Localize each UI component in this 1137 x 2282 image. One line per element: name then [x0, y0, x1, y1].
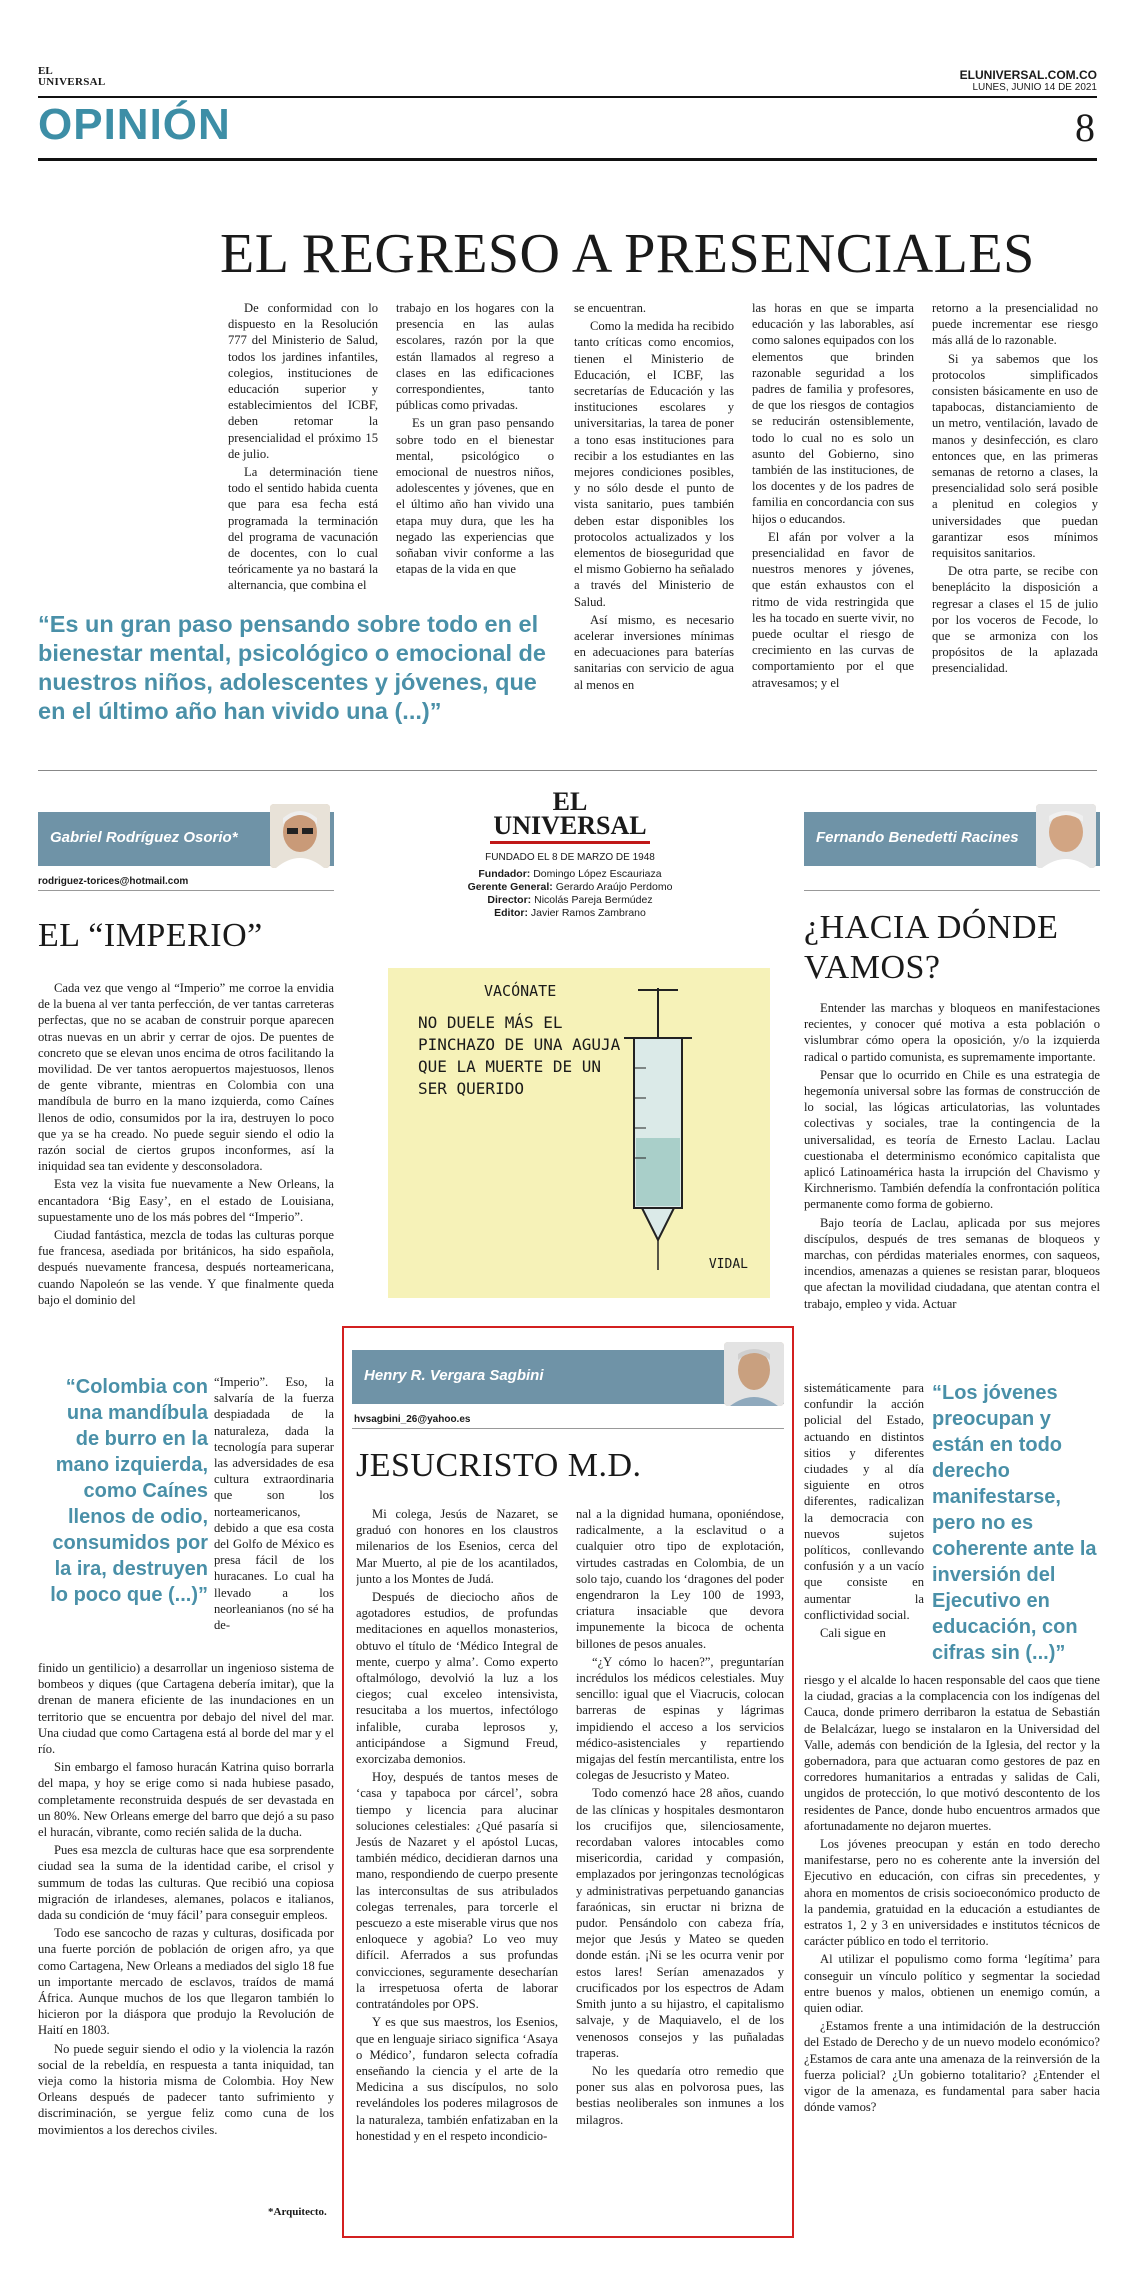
paragraph: De conformidad con lo dispuesto en la Resolución 777 del Ministerio de Salud, todos los jardines infantiles, colegios, instituciones de educación superior y establecimientos del ICBF, deben retomar la presencialidad el próximo 15 de julio.: [228, 301, 378, 461]
editorial-col-1: [228, 300, 378, 612]
paragraph: Y es que sus maestros, los Esenios, que en lenguaje siriaco significa ‘Asaya o Médico’, fundaron selecta cofradía enseñando la ciencia y el arte de la Medicina a sus discípulos, no solo revelándoles los poderes milagrosos de la naturaleza, también enfatizaban en la honestidad y en el respeto incondicio-: [356, 2015, 558, 2143]
paragraph: Si ya sabemos que los protocolos simplificados consisten básicamente en uso de tapabocas, distanciamiento de un metro, ventilación, lavado de manos y desinfección, es claro entonces que, en las primeras semanas de retorno a clases, la presencialidad solo será posible a plenitud en colegios y universidades que puedan garantizar esos mínimos requisitos sanitarios.: [932, 351, 1098, 561]
editorial-col-4: [752, 300, 914, 805]
paragraph: las horas en que se imparta educación y las laborables, así como salones equipados con los elementos que brinden razonable seguridad a los padres de familia y profesores, de que los riesgos de contagios se reducirán ostensiblemente, todo lo cual no es solo un asunto del Gobierno, sino también de las instituciones, de los docentes y de los padres de familia en concordancia con sus hijos o educandos.: [752, 301, 914, 526]
staff-line: [420, 881, 720, 894]
syringe-drawing: [598, 978, 718, 1278]
section-rule: [38, 158, 1097, 161]
paragraph: Cali sigue en: [820, 1626, 886, 1641]
staff-role: Gerente General:: [467, 881, 553, 893]
editorial-title: EL REGRESO A PRESENCIALES: [220, 223, 1035, 285]
author-bar-left: [38, 812, 334, 866]
editorial-pull-quote: “Es un gran paso pensando sobre todo en el bienestar mental, psicológico o emocional de nuestros niños, adolescentes y jóvenes, que en el último año han vivido una (...)”: [38, 611, 546, 724]
section-title: OPINIÓN: [38, 100, 231, 149]
paragraph: nal a la dignidad humana, oponiéndose, radicalmente, a la esclavitud o a cualquier otro tipo de explotación, virtudes castradas en Colombia, de un solo tajo, cuando los ‘dragones del poder engendraron la Ley 100 de 1993, criatura insaciable que devora impunemente la bicoca de ochenta billones de pesos anuales.: [576, 1507, 784, 1651]
center-col-1: [356, 1506, 558, 2226]
masthead-logo: [38, 66, 118, 88]
right-col-body-bottom: [804, 1672, 1100, 2232]
staff-name: Gerardo Araújo Perdomo: [555, 881, 673, 893]
paragraph: El afán por volver a la presencialidad en favor de nuestros menores y jóvenes, que están exhaustos con el ritmo de vida restringida que les ha tocado en suerte vivir, no puede ocultar el riesgo de crecimiento en las curvas de comportamiento por el que atravesamos; y el: [752, 529, 914, 690]
staff-logo-line2: UNIVERSAL: [490, 814, 650, 844]
staff-list: [420, 868, 720, 920]
cartoon-signature: VIDAL: [708, 1257, 748, 1272]
staff-logo-line1: EL: [552, 787, 588, 816]
paragraph: De otra parte, se recibe con beneplácito la disposición a regresar a clases el 15 de julio por los voceros de Fecode, lo que se armoniza con los propósitos de la aplazada presencialidad.: [932, 564, 1098, 676]
paragraph: Así mismo, es necesario acelerar inversiones mínimas en adecuaciones para baterías sanitarias con servicio de agua al menos en: [574, 612, 734, 692]
paragraph: Al utilizar el populismo como forma ‘legítima’ para conseguir un vínculo político y segmentar la sociedad entre buenos y malos, obtienen un enemigo común, a quien odiar.: [804, 1952, 1100, 2016]
author-name: Fernando Benedetti Racines: [816, 829, 1019, 846]
left-col-body-narrow: [214, 1374, 334, 1656]
author-name: Gabriel Rodríguez Osorio*: [50, 829, 238, 846]
paragraph: No puede seguir siendo el odio y la violencia la razón social de la rebeldía, en respuesta a tanta iniquidad, tan vieja como la historia misma de Colombia. Hoy New Orleans después de padecer tanto sufrimiento y discriminación, se yergue feliz como cuna de los movimientos a los derechos civiles.: [38, 2041, 334, 2137]
right-col-body-narrow: [804, 1380, 924, 1670]
right-pull-quote: “Los jóvenes preocupan y están en todo derecho manifestarse, pero no es coherente ante la inversión del Ejecutivo en educación, con cifras sin (...)”: [932, 1382, 1097, 1664]
author-bar-center: [352, 1350, 784, 1404]
staff-line: [420, 907, 720, 920]
author-email[interactable]: hvsagbini_26@yahoo.es: [354, 1414, 471, 1425]
issue-date: LUNES, JUNIO 14 DE 2021: [972, 82, 1097, 93]
editorial-col-5: [932, 300, 1098, 805]
divider: [804, 890, 1100, 891]
paragraph: Esta vez la visita fue nuevamente a New Orleans, la encantadora ‘Big Easy’, en el estado de Louisiana, supuestamente uno de los más pobres del “Imperio”.: [38, 1177, 334, 1224]
author-photo: [270, 804, 330, 868]
paragraph: No les quedaría otro remedio que poner sus alas en polvorosa pues, las bestias neoliberales son inmunes a los milagros.: [576, 2063, 784, 2127]
staff-logo: [490, 787, 650, 844]
paragraph: Mi colega, Jesús de Nazaret, se graduó con honores en los claustros milenarios de los Esenios, cerca del Mar Muerto, al pie de los acantilados, junto a los Montes de Judá.: [356, 1507, 558, 1586]
article-title: ¿HACIA DÓNDE VAMOS?: [804, 909, 1059, 986]
author-photo: [724, 1342, 784, 1406]
author-bar-right: [804, 812, 1100, 866]
paragraph: Todo comenzó hace 28 años, cuando de las clínicas y hospitales desmontaron los crucifijos que, silenciosamente, recordaban valores intocables como misericordia, caridad y compasión, emplazados por jeringonzas tecnológicas y administrativas perpetuando ganancias faraónicas, sin eructar ni brizna de pudor. Pensándolo con cabeza fría, mejor que Jesús y Mateo se queden donde están. ¡Ni se les ocurra venir por estos lares! Serían amenazados y crucificados por los espectros de Adam Smith junto a su hijastro, el capitalismo salvaje, y de Maquiavelo, el de los venenosos consejos y las puñaladas traperas.: [576, 1786, 784, 2060]
paragraph: Ciudad fantástica, mezcla de todas las culturas porque fue francesa, asediada por británicos, ha sido española, después nuevamente francesa, después norteamericana, cuando Napoleón se las vende. Y que finalmente queda bajo el dominio del: [38, 1228, 334, 1307]
divider: [38, 890, 334, 891]
editorial-bottom-rule: [38, 770, 1097, 771]
author-name: Henry R. Vergara Sagbini: [364, 1367, 544, 1384]
paragraph: Sin embargo el famoso huracán Katrina quiso borrarla del mapa, y hoy se erige como si nada hubiese pasado, completamente reconstruida después de ser devastada en un 80%. New Orleans emerge del barro que dejó a su paso el huracán, vibrante, como recién salida de la ducha.: [38, 1760, 334, 1840]
paragraph: finido un gentilicio) a desarrollar un ingenioso sistema de bombeos y diques (que Cartagena debería imitar), que la drenan de manera eficiente de las inundaciones en un territorio que se encuentra por debajo del nivel del mar. Una ciudad que como Cartagena está al borde del mar y el río.: [38, 1661, 334, 1757]
right-col-body-top: [804, 1000, 1100, 1380]
paragraph: trabajo en los hogares con la presencia en las aulas escolares, razón por la que están llamados al regreso a clases en las edificaciones correspondientes, tanto públicas como privadas.: [396, 301, 554, 413]
cartoon: [388, 968, 770, 1298]
staff-role: Director:: [487, 894, 532, 906]
author-email[interactable]: rodriguez-torices@hotmail.com: [38, 876, 189, 887]
paragraph: “Imperio”. Eso, la salvaría de la fuerza despiadada de la naturaleza, dada la tecnología para superar las adversidades de esa cultura extraordinaria que son los norteamericanos, debido a que esa costa del Golfo de México es presa fácil de los huracanes. Lo cual ha llevado a los neorleanianos (no sé ha de-: [214, 1375, 334, 1633]
paragraph: Es un gran paso pensando sobre todo en el bienestar mental, psicológico o emocional de nuestros niños, adolescentes y jóvenes, que en el último año han vivido una etapa muy dura, que les ha negado las experiencias que soñaban vivir conforme a las etapas de la vida en que: [396, 416, 554, 577]
paragraph: Cada vez que vengo al “Imperio” me corroe la envidia de la buena al ver tanta perfección, de ver tantas carreteras perfectas, que no se acaban de construir porque aparecen otras nuevas en un abrir y cerrar de ojos. De puentes de concreto que se elevan unos encima de otros facilitando la movilidad. De ver tantos aeropuertos majestuosos, llenos de gente vibrante, mientras en Colombia con una mandíbula de burro en la mano izquierda, como Caínes llenos de odio, consumidos por la ira, destruyen lo poco que ya se ha creado. No puede seguir siendo el odio la razón social de ciertos grupos inconformes, así la iniquidad sea tan evidente y desconsoladora.: [38, 981, 334, 1174]
author-photo: [1036, 804, 1096, 868]
paragraph: Después de dieciocho años de agotadores estudios, de profundas meditaciones en aquellos monasterios, obtuvo el título de ‘Médico Integral de mente, cuerpo y alma’. Como experto oftalmólogo, devolvió la luz a los ciegos; cual exceleo intensivista, resucitaba a los muertos, infectólogo infalible, curaba leprosos y, anticipándose a Sigmund Freud, exorcizaba demonios.: [356, 1590, 558, 1767]
editorial-col-2: [396, 300, 554, 600]
article-title: EL “IMPERIO”: [38, 917, 263, 954]
masthead-logo-line1: EL: [38, 65, 53, 77]
staff-role: Fundador:: [478, 868, 531, 880]
paragraph: “¿Y cómo lo hacen?”, preguntarían incrédulos los médicos celestiales. Muy sencillo: igual que el Viacrucis, colocan barreras de espinas y lágrimas impidiendo el acceso a los servicios médico-asistenciales y repartiendo migajas del festín mercantilista, entre los colegas de Jesucristo y Mateo.: [576, 1654, 784, 1783]
paragraph: Pues esa mezcla de culturas hace que esa sorprendente ciudad sea la suma de la identidad caribe, el crisol y summum de todas las culturas. Que recibió una copiosa migración de irlandeses, alemanes, polacos e italianos, dada su condición de ‘muy fácil’ para conseguir empleos.: [38, 1843, 334, 1923]
paragraph: ¿Estamos frente a una intimidación de la destrucción del Estado de Derecho y de un nuevo modelo económico? ¿Estamos de cara ante una amenaza de la reinversión de la fuerza policial? ¿Un gobierno totalitario? ¿Entender el vigor de la amenaza, es fundamental para saber hacia dónde vamos?: [804, 2019, 1100, 2115]
paragraph: sistemáticamente para confundir la acción policial del Estado, actuando en distintos sitios y diferentes ciudades y al día siguiente en otros diferentes, radicalizan la democracia con nuevos sujetos políticos, conllevando confusión y a un vacío que consiste en aumentar la conflictividad social.: [804, 1381, 924, 1622]
divider: [352, 1428, 784, 1429]
paragraph: se encuentran.: [574, 301, 647, 315]
paragraph: retorno a la presencialidad no puede incrementar ese riesgo más allá de lo razonable.: [932, 301, 1098, 348]
paragraph: Todo ese sancocho de razas y culturas, dosificada por una fuerte porción de población de origen afro, ya que como Cartagena, New Orleans a mediados del siglo 18 fue un importante mercado de esclavos, traídos de mamá África. Aunque muchos de los que llegaron también lo hicieron por la diáspora que produjo la Revolución de Haití en 1803.: [38, 1926, 334, 2038]
site-url: ELUNIVERSAL.COM.CO: [959, 68, 1097, 82]
staff-line: [420, 868, 720, 881]
footnote: *Arquitecto.: [268, 2206, 327, 2218]
left-pull-quote: “Colombia con una mandíbula de burro en la mano izquierda, como Caínes llenos de odio, consumidos por la ira, destruyen lo poco que (...)”: [50, 1376, 208, 1606]
paragraph: Entender las marchas y bloqueos en manifestaciones recientes, y conocer qué motiva a esta población o vislumbrar cómo opera la oposición, y/o la izquierda radical o partido comunista, es supremamente importante.: [804, 1001, 1100, 1064]
paragraph: Pensar que lo ocurrido en Chile es una estrategia de hegemonía universal sobre las formas de construcción de lo social, las lógicas articulatorias, las voluntades colectivas y sociales, trae la contingencia de la universalidad, es teoría de Ernesto Laclau. Laclau cuestionaba el determinismo económico capitalista que aplicó Latinoamérica hasta la irrupción del Chavismo y Kirchnerismo. También defendía la confrontación política permanente como forma de gobierno.: [804, 1067, 1100, 1212]
page-number: 8: [1075, 105, 1095, 150]
cartoon-caption: VACÓNATE: [484, 982, 557, 1000]
paragraph: Los jóvenes preocupan y están en todo derecho manifestarse, pero no es coherente ante la inversión del Ejecutivo en educación, con cifras sin precedentes, y ahora en momentos de crisis socioeconómico producto de la pandemia, gratuidad en la educación a estudiantes de estratos 1, 2 y 3 en universidades e institutos técnicos de carácter público en todo el territorio.: [804, 1837, 1100, 1949]
paragraph: Hoy, después de tantos meses de ‘casa y tapaboca por cárcel’, sobra tiempo y licencia para alucinar soluciones celestiales: ¿Qué pasaría si Jesús de Nazaret y el apóstol Lucas, también médico, decidieran darnos una mano, respondiendo de cuerpo presente las interconsultas de sus atribulados colegas terrenales, para torcerle el pescuezo a este miserable virus que nos enloquece y agobia? Lo veo muy difícil. Aferrados a sus profundas convicciones, seguramente desecharían la irrespetuosa oferta de laborar contratándoles por OPS.: [356, 1770, 558, 2012]
paragraph: La determinación tiene todo el sentido habida cuenta que para esa fecha está programada la terminación del programa de vacunación de docentes, con lo cual teóricamente ya no bastará la alternancia, que combina el: [228, 465, 378, 593]
cartoon-text: NO DUELE MÁS EL PINCHAZO DE UNA AGUJA QUE LA MUERTE DE UN SER QUERIDO: [418, 1013, 621, 1098]
paragraph: riesgo y el alcalde lo hacen responsable del caos que tiene la ciudad, gracias a la complacencia con los indígenas del Cauca, donde primero derribaron la estatua de Sebastián de Belalcázar, luego se instalaron en la Universidad del Valle, además con bendición de la Iglesia, del rector y la gobernadora, para que actuaran como gestores de paz en corredores humanitarios a entradas y salidas de Cali, ungidos de protección, lo que motivó descontento de los residentes de Pance, donde hubo encuentros armados que afortunadamente no dejaron muertes.: [804, 1673, 1100, 1833]
staff-line: [420, 894, 720, 907]
editorial-col-3: [574, 300, 734, 805]
article-title: JESUCRISTO M.D.: [356, 1447, 642, 1484]
masthead-rule: [38, 96, 1097, 98]
center-col-2: [576, 1506, 784, 2226]
left-col-body-bottom: [38, 1660, 334, 2220]
staff-role: Editor:: [494, 907, 528, 919]
left-col-body-top: [38, 980, 334, 1365]
staff-name: Nicolás Pareja Bermúdez: [534, 894, 653, 906]
staff-founded: FUNDADO EL 8 DE MARZO DE 1948: [485, 852, 655, 863]
paragraph: Como la medida ha recibido tanto críticas como encomios, tienen el Ministerio de Educación, el ICBF, las secretarías de Educación y las instituciones escolares y universitarias, la tarea de poner a tono esas instituciones para recibir a los estudiantes en las mejores condiciones posibles, y no sólo desde el punto de vista sanitario, pues también deben estar disponibles los protocolos actualizados y los elementos de bioseguridad que el mismo Gobierno ha señalado a través del Ministerio de Salud.: [574, 319, 734, 609]
masthead-logo-line2: UNIVERSAL: [38, 76, 106, 88]
paragraph: Bajo teoría de Laclau, aplicada por sus mejores discípulos, después de tres semanas de bloqueos y marchas, con pérdidas materiales enormes, con saqueos, incendios, amenazas a quienes se resistan parar, bloqueos que afectan la movilidad ciudadana, que atentan contra el trabajo, empleo y vida. Actuar: [804, 1215, 1100, 1311]
staff-name: Javier Ramos Zambrano: [530, 907, 646, 919]
staff-name: Domingo López Escauriaza: [533, 868, 662, 880]
